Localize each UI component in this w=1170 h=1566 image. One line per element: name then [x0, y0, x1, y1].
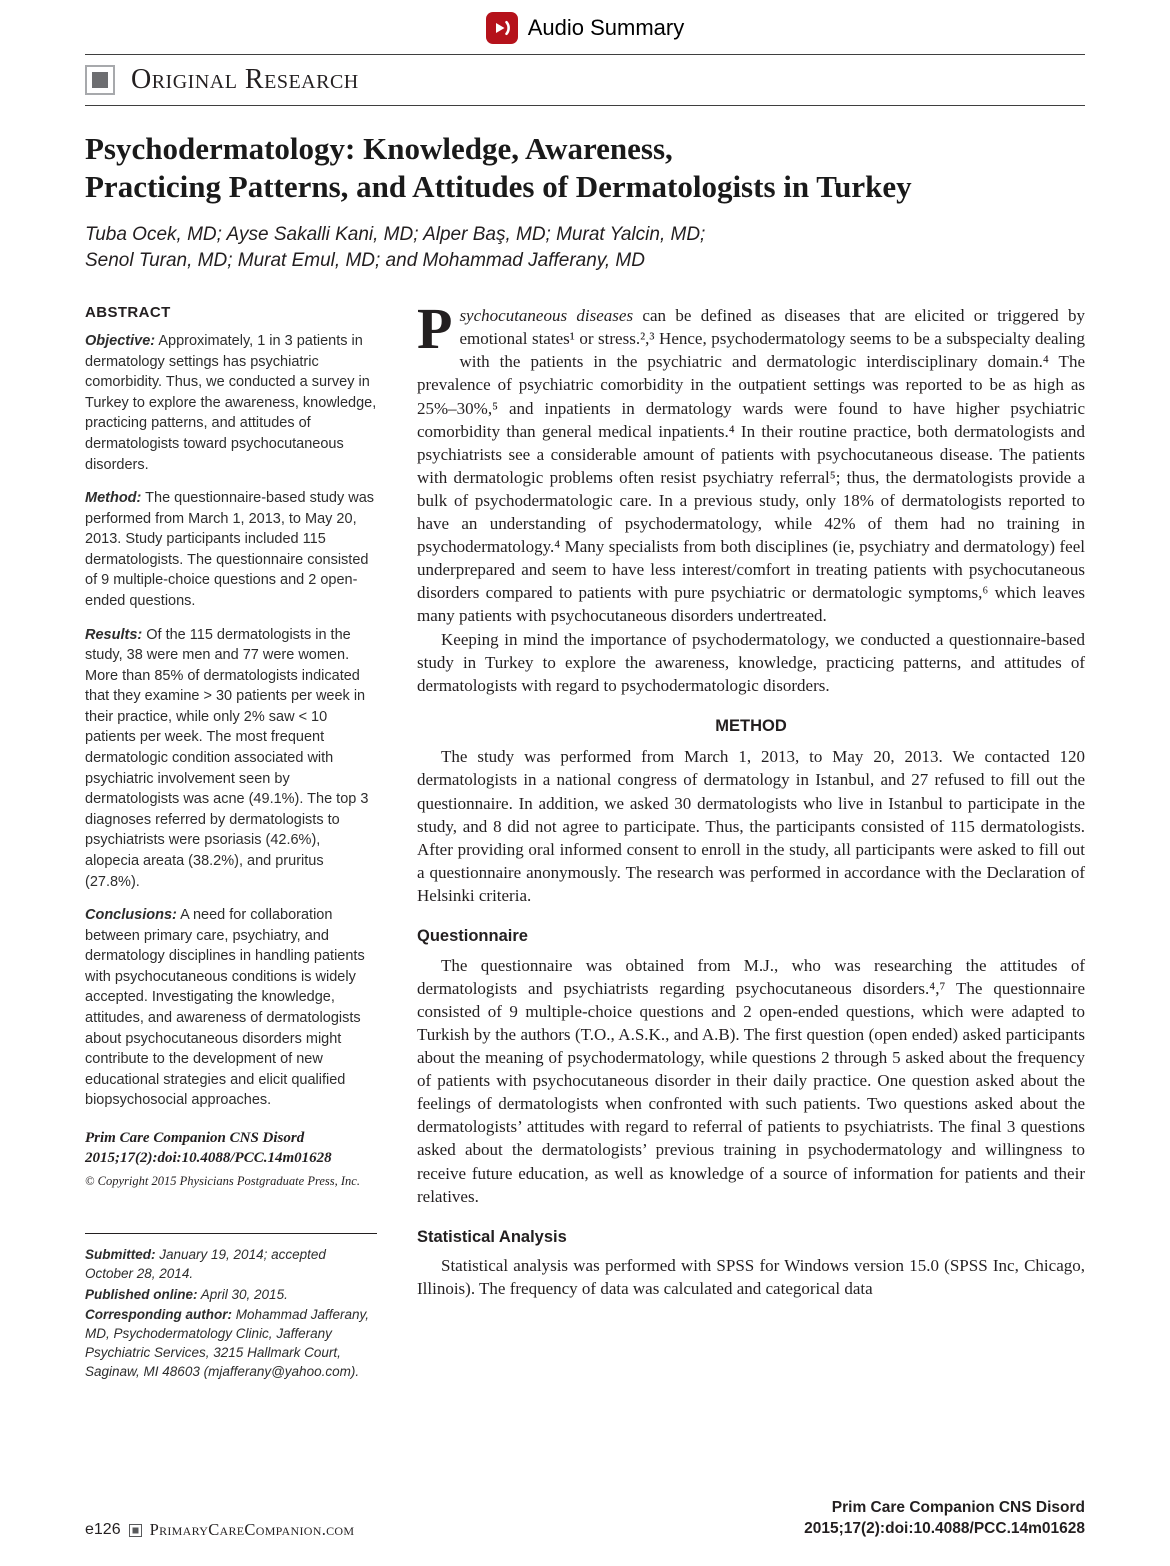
footer-left [85, 1520, 354, 1540]
footer-site-link[interactable]: PrimaryCareCompanion.com [149, 1520, 355, 1539]
page-footer [85, 1498, 1085, 1540]
drop-cap: P [417, 296, 453, 362]
method-paragraph: The study was performed from March 1, 2013, to May 20, 2013. We contacted 120 dermatologists in a national congress of dermatology in Istanbul, and 27 refused to fill out the questionnaire. In addition, we asked 30 dermatologists who live in Istanbul to participate in the study, and 8 did not agree to participate. Thus, the participants consisted of 115 dermatologists. After providing oral informed consent to enroll in the study, all participants were asked to fill out a questionnaire anonymously. The research was performed in accordance with the Declaration of Helsinki criteria. [417, 747, 1085, 906]
kicker-label: Original Research [131, 64, 359, 95]
questionnaire-heading: Questionnaire [417, 927, 528, 946]
article-columns [85, 296, 1085, 1384]
title-line-2: Practicing Patterns, and Attitudes of Dermatologists in Turkey [85, 168, 912, 204]
abstract-method-label: Method: [85, 490, 142, 507]
authors-line-2: Senol Turan, MD; Murat Emul, MD; and Mohammad Jafferany, MD [85, 249, 645, 271]
citation-doi: 2015;17(2):doi:10.4088/PCC.14m01628 [85, 1149, 332, 1166]
correspondence-block [85, 1246, 377, 1382]
corresponding-author-label: Corresponding author: [85, 1307, 232, 1323]
abstract-heading: ABSTRACT [85, 304, 171, 322]
citation-journal: Prim Care Companion CNS Disord [85, 1129, 305, 1146]
intro-text: can be defined as diseases that are elicited or triggered by emotional states¹ or stress.²,³ Hence, psychodermatology seems to be a subspecialty dealing with the patients in the psychiatric and dermatologic interdisciplinary domain.⁴ The prevalence of psychiatric comorbidity in the outpatient settings was reported to be as high as 25%–30%,⁵ and inpatients in dermatology wards were found to have higher psychiatric comorbidity than general medical inpatients.⁴ In their routine practice, both dermatologists and psychiatrists see a considerable amount of patients with psychocutaneous disease. The patients with dermatologic problems often resist psychiatry referral⁵; thus, the dermatologists provide a bulk of psychodermatologic care. In a previous study, only 18% of dermatologists reported to have an understanding of psychodermatology, while 42% of them had no training in psychodermatology.⁴ Many specialists from both disciplines (ie, psychiatry and dermatology) feel underprepared and seem to have less interest/comfort in treating patients with psychocutaneous disorders compared to patients with pure psychiatric or dermatologic symptoms,⁶ which leaves many patients with psychocutaneous disorders undertreated. [417, 306, 1085, 626]
abstract-method [85, 488, 377, 611]
published-label: Published online: [85, 1286, 198, 1302]
authors-byline [85, 222, 1085, 274]
corresponding-author-line [85, 1306, 377, 1382]
page-title [85, 130, 1085, 206]
abstract-results [85, 625, 377, 893]
original-research-icon [85, 65, 115, 95]
footer-citation [804, 1498, 1085, 1540]
intro-paragraph-2: Keeping in mind the importance of psychodermatology, we conducted a questionnaire-based study in Turkey to explore the awareness, knowledge, practicing patterns, and attitudes of dermatologists with regard to psychodermatologic disorders. [417, 629, 1085, 695]
questionnaire-paragraph: The questionnaire was obtained from M.J., who was researching the attitudes of dermatologists and psychiatrists regarding psychocutaneous disorders.⁴,⁷ The questionnaire consisted of 9 multiple-choice questions and 2 open-ended questions, which were adapted to Turkish by the authors (T.O., A.S.K., and A.B). The first question (open ended) asked participants about the meaning of psychodermatology, while questions 2 through 5 asked about the frequency of patients with psychocutaneous disorder in their daily practice. One question asked about the feelings of dermatologists when confronted with such patients. Two questions asked about the dermatologists’ attitudes with regard to referral of patients to psychiatrists. The final 3 questions asked about the dermatologists’ previous training in psychodermatology and willingness to receive future education, as well as knowledge of a source of information for patients and their relatives. [417, 955, 1085, 1206]
abstract-citation [85, 1129, 377, 1169]
abstract-objective-label: Objective: [85, 333, 156, 350]
footer-citation-journal: Prim Care Companion CNS Disord [831, 1499, 1085, 1517]
audio-summary[interactable] [85, 0, 1085, 46]
abstract-results-text: Of the 115 dermatologists in the study, 38 were men and 77 were women. More than 85% of dermatologists indicated that they examine > 30 patients per week in their practice, while only 2% saw < 10 patients per week. The most frequent dermatologic condition associated with psychiatric involvement seen by dermatologists was acne (49.1%). The top 3 diagnoses referred by dermatologists to psychiatrists were psoriasis (42.6%), alopecia areata (38.2%), and pruritus (27.8%). [85, 626, 369, 890]
intro-lead-italic: sychocutaneous diseases [459, 306, 634, 326]
copyright-line: © Copyright 2015 Physicians Postgraduate Press, Inc. [85, 1173, 360, 1188]
small-square-icon [129, 1524, 142, 1537]
title-line-1: Psychodermatology: Knowledge, Awareness, [85, 131, 673, 166]
abstract-objective [85, 331, 377, 475]
abstract-results-label: Results: [85, 626, 143, 643]
abstract-conclusions-text: A need for collaboration between primary care, psychiatry, and dermatology disciplines in handling patients with psychocutaneous conditions is widely accepted. Investigating the knowledge, attitudes, and awareness of dermatologists about psychocutaneous disorders might contribute to the development of new educational strategies and elicit qualified biopsychosocial approaches. [85, 907, 365, 1109]
published-line [85, 1286, 377, 1305]
authors-line-1: Tuba Ocek, MD; Ayse Sakalli Kani, MD; Alper Baş, MD; Murat Yalcin, MD; [85, 223, 706, 245]
kicker-bar [85, 54, 1085, 106]
intro-paragraph [417, 296, 1085, 628]
abstract-method-text: The questionnaire-based study was performed from March 1, 2013, to May 20, 2013. Study participants included 115 dermatologists. The questionnaire consisted of 9 multiple-choice questions and 2 open-ended questions. [85, 490, 375, 609]
main-text-column [417, 296, 1085, 1384]
abstract-column [85, 304, 377, 1384]
published-text: April 30, 2015. [197, 1286, 288, 1302]
page-number: e126 [85, 1521, 121, 1538]
audio-summary-label[interactable]: Audio Summary [527, 15, 685, 40]
statistical-analysis-heading: Statistical Analysis [417, 1227, 567, 1246]
abstract-conclusions-label: Conclusions: [85, 907, 177, 924]
footer-citation-doi: 2015;17(2):doi:10.4088/PCC.14m01628 [804, 1520, 1085, 1538]
audio-play-icon[interactable] [486, 12, 518, 44]
corresponding-author-text: Mohammad Jafferany, MD, Psychodermatology Clinic, Jafferany Psychiatric Services, 3215 Hallmark Court, Saginaw, MI 48603 (mjafferany@yahoo.com). [85, 1307, 370, 1380]
submitted-label: Submitted: [85, 1246, 156, 1262]
method-heading: METHOD [715, 716, 787, 735]
submitted-line [85, 1246, 377, 1284]
abstract-objective-text: Approximately, 1 in 3 patients in dermatology settings has psychiatric comorbidity. Thus, we conducted a survey in Turkey to explore the awareness, knowledge, practicing patterns, and attitudes of dermatologists toward psychocutaneous disorders. [85, 333, 377, 473]
abstract-conclusions [85, 905, 377, 1111]
submitted-text: January 19, 2014; accepted October 28, 2014. [85, 1246, 326, 1281]
statistical-analysis-paragraph: Statistical analysis was performed with SPSS for Windows version 15.0 (SPSS Inc, Chicago, Illinois). The frequency of data was calculated and categorical data [417, 1256, 1085, 1299]
abstract-divider [85, 1233, 377, 1234]
